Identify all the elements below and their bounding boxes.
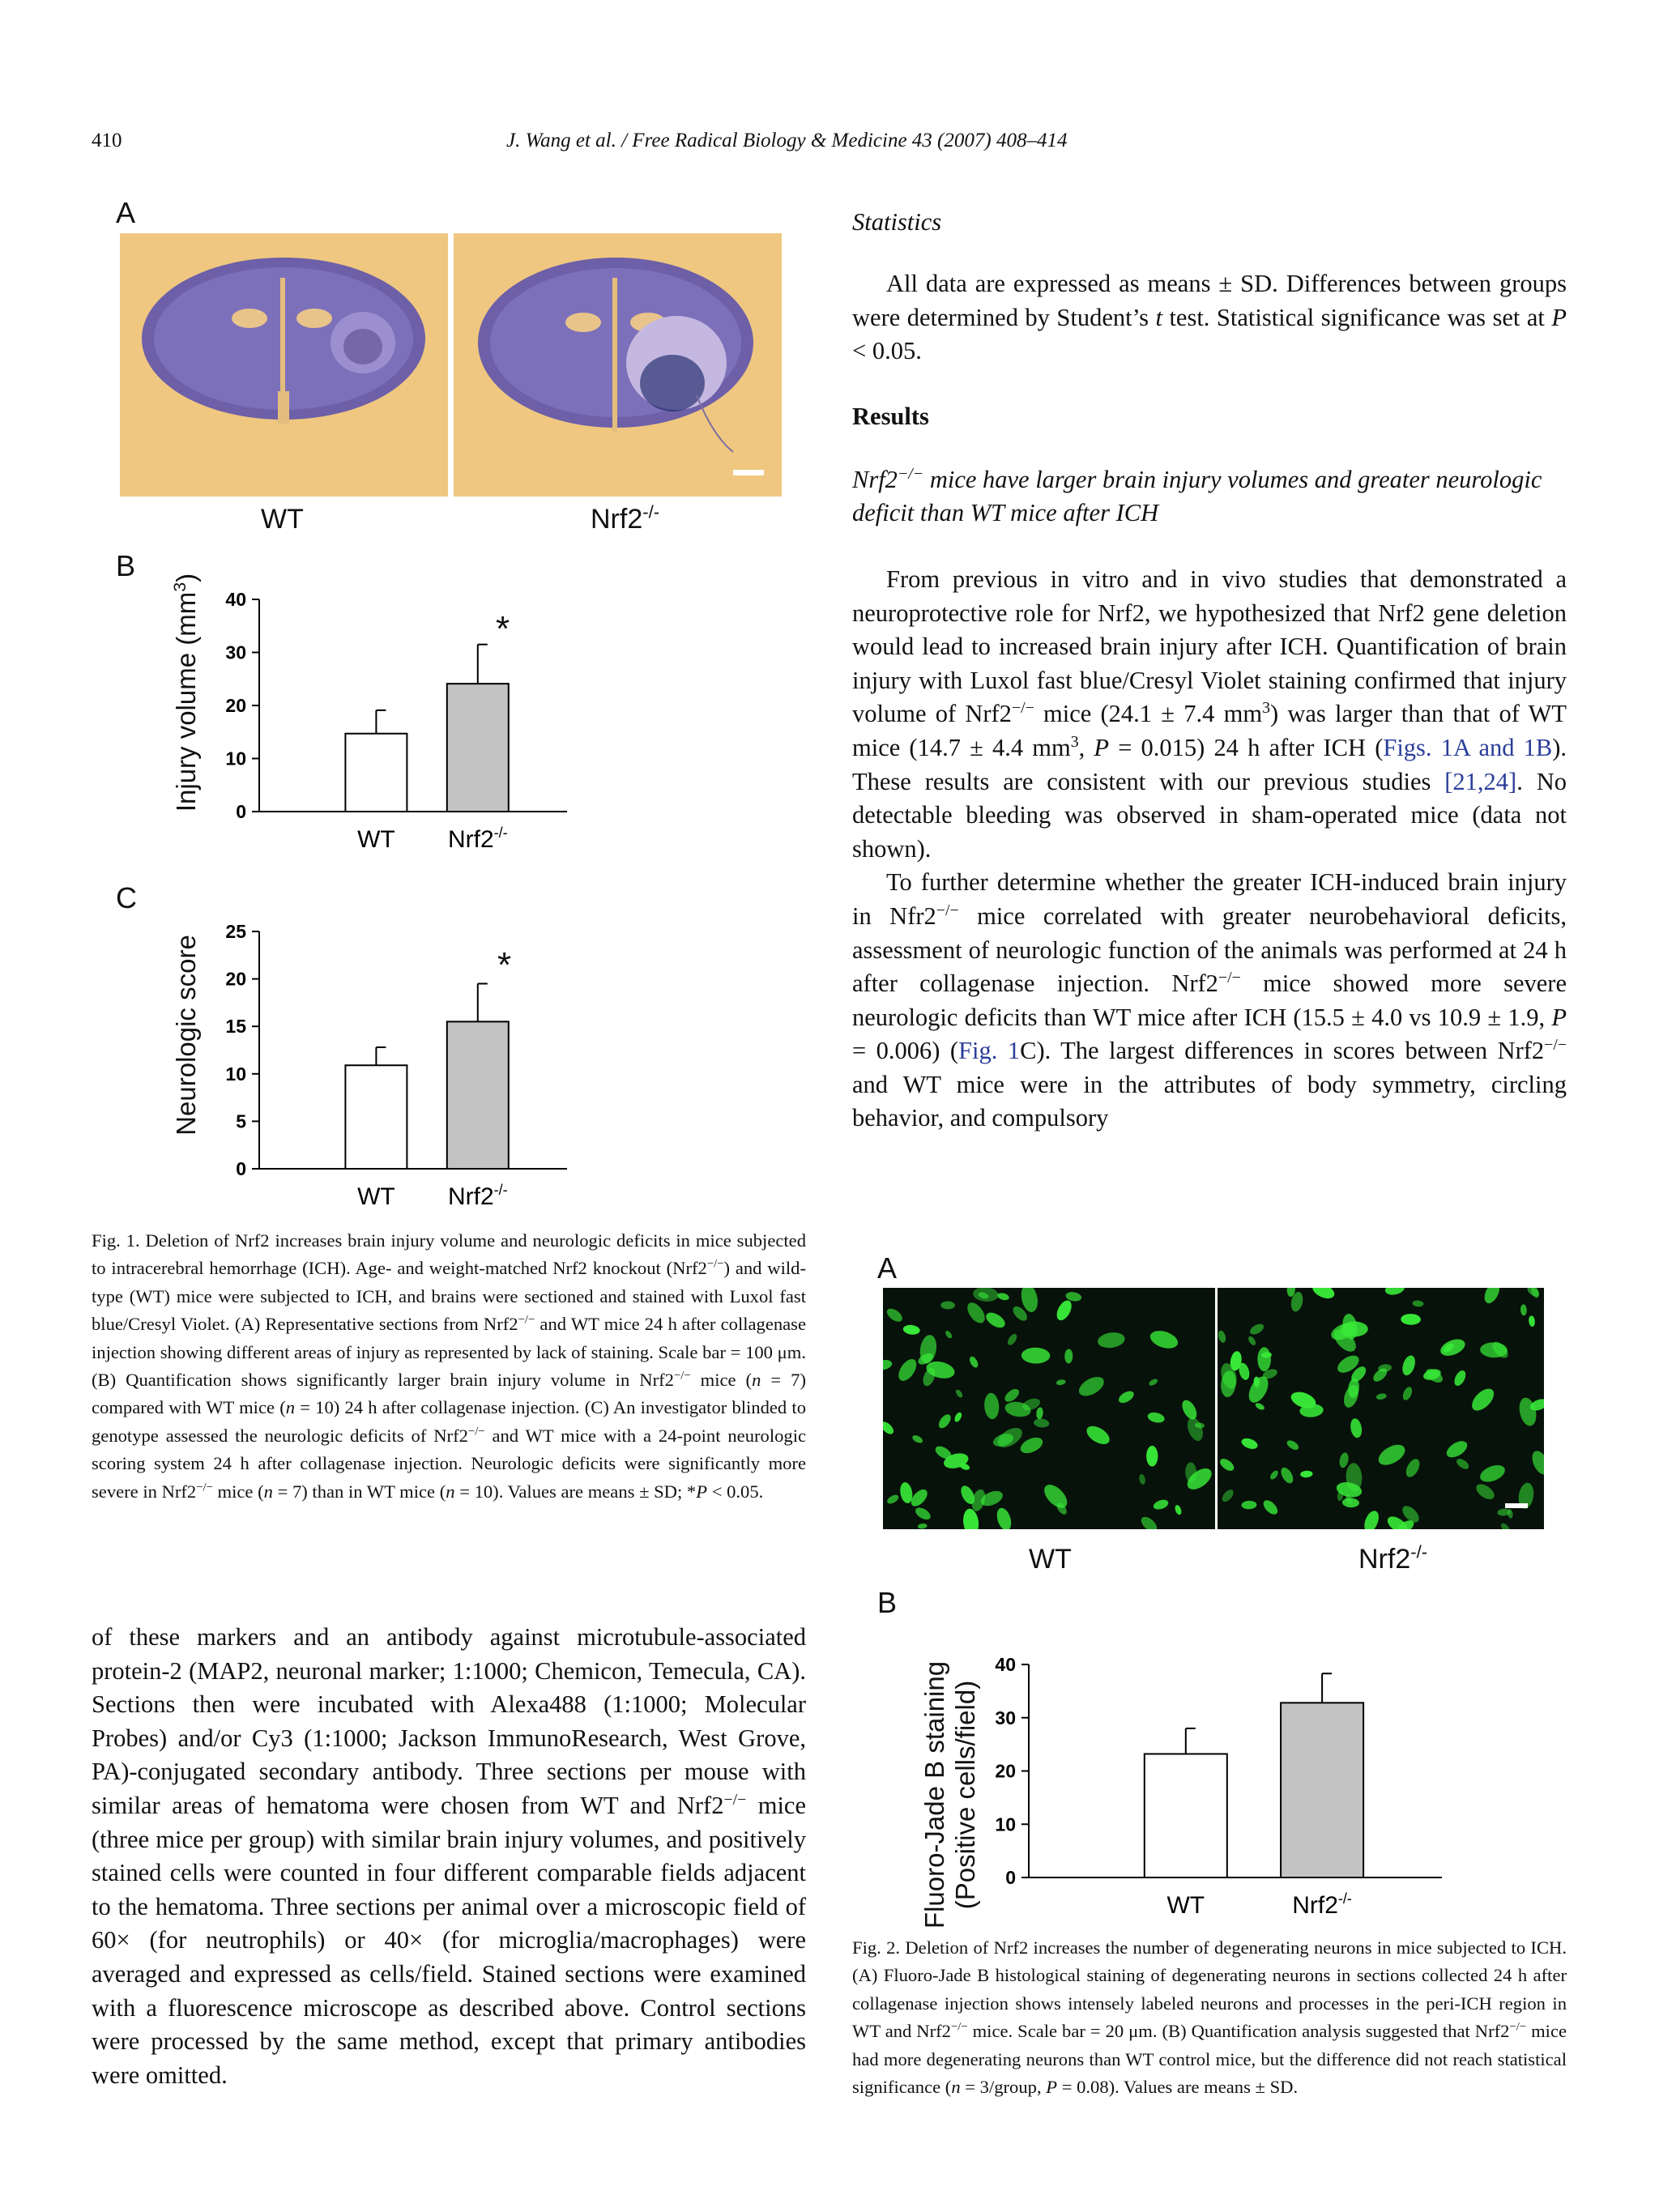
y-tick-label: 5	[236, 1110, 246, 1132]
ref-21-24-link[interactable]: [21,24]	[1444, 767, 1517, 795]
y-tick-label: 30	[995, 1707, 1016, 1728]
y-tick-label: 40	[225, 589, 246, 610]
fig1-brain-section-wt	[120, 233, 448, 497]
y-tick-label: 25	[225, 921, 246, 942]
y-tick-label: 0	[1005, 1867, 1016, 1888]
fig1-brain-section-nrf2	[454, 233, 782, 497]
y-tick-label: 0	[236, 801, 246, 822]
y-tick-label: 40	[995, 1654, 1016, 1675]
x-category-label: WT	[357, 1183, 395, 1207]
fig1c-chart	[203, 907, 624, 1207]
fig2-panel-a-letter: A	[877, 1251, 898, 1285]
fig1b-significance-star: *	[496, 609, 510, 649]
fig2-fluoro-image-wt	[883, 1288, 1215, 1529]
fig2-label-nrf2-sup: -/-	[1410, 1541, 1428, 1562]
fig2b-chart	[972, 1636, 1458, 1928]
statistics-paragraph: All data are expressed as means ± SD. Differences between groups were determined by Student’s t test. Statistical significance was set at P < 0.05.	[852, 270, 1567, 365]
ref-figs-1a-1b-link[interactable]: Figs. 1A and 1B	[1383, 733, 1553, 761]
y-tick-label: 20	[225, 695, 246, 716]
fig1c-significance-star: *	[497, 945, 512, 985]
ref-fig-1-link[interactable]: Fig. 1	[958, 1037, 1021, 1065]
x-category-label: Nrf2-/-	[447, 825, 508, 853]
statistics-heading: Statistics	[852, 208, 942, 236]
y-tick-label: 0	[236, 1158, 246, 1179]
bar-nrf2	[447, 684, 509, 812]
y-tick-label: 10	[225, 1063, 246, 1085]
page-number: 410	[92, 130, 122, 151]
fig2-panel-b-letter: B	[877, 1586, 898, 1619]
y-tick-label: 20	[225, 968, 246, 990]
bar-wt	[345, 1065, 407, 1169]
fig1-caption: Fig. 1. Deletion of Nrf2 increases brain injury volume and neurologic deficits in mice subjected to intracerebral hemorrhage (ICH). Age- and weight-matched Nrf2 knockout (Nrf2−/−) and wild-type (WT) mice were subjected to ICH, and brains were sectioned and stained with Luxol fast blue/Cresyl Violet. (A) Representative sections from Nrf2−/− and WT mice 24 h after collagenase injection showing different areas of injury as represented by lack of staining. Scale bar = 100 μm. (B) Quantification shows significantly larger brain injury volume in Nrf2−/− mice (n = 7) compared with WT mice (n = 10) 24 h after collagenase injection. (C) An investigator blinded to genotype assessed the neurologic deficits of Nrf2−/− and WT mice with a 24-point neurologic scoring system 24 h after collagenase injection. Neurologic deficits were significantly more severe in Nrf2−/− mice (n = 7) than in WT mice (n = 10). Values are means ± SD; *P < 0.05.	[92, 1230, 806, 1502]
fig1-panel-b-letter: B	[116, 549, 136, 582]
brain-section-nrf2-illustration	[454, 233, 782, 497]
y-tick-label: 10	[225, 748, 246, 769]
running-title: J. Wang et al. / Free Radical Biology & Medicine 43 (2007) 408–414	[506, 130, 1068, 151]
bar-nrf2	[447, 1021, 509, 1169]
fig1-label-nrf2: Nrf2-/-	[591, 501, 660, 535]
fig1c-ylabel: Neurologic score	[171, 935, 201, 1136]
fig2-label-wt: WT	[1029, 1544, 1072, 1575]
bar-nrf2	[1281, 1703, 1363, 1877]
y-tick-label: 10	[995, 1813, 1016, 1835]
y-tick-label: 20	[995, 1760, 1016, 1782]
fluoro-wt-illustration	[883, 1288, 1215, 1529]
scale-bar	[1505, 1503, 1528, 1508]
fig1-label-wt: WT	[261, 504, 304, 535]
fig1-panel-c-letter: C	[116, 881, 137, 914]
left-column-body: of these markers and an antibody against microtubule-associated protein-2 (MAP2, neuronal marker; 1:1000; Chemicon, Temecula, CA). Sections then were incubated with Alexa488 (1:1000; Molecular Probes) and/or Cy3 (1:1000; Jackson ImmunoResearch, West Grove, PA)-conjugated secondary antibody. Three sections per mouse with similar areas of hematoma were chosen from WT and Nrf2−/− mice (three mice per group) with similar brain injury volumes, and positively stained cells were counted in four different comparable fields adjacent to the hematoma. Three sections per animal over a microscopic field of 60× (for neutrophils) or 40× (for microglia/macrophages) were averaged and expressed as cells/field. Stained sections were examined with a fluorescence microscope as described above. Control sections were processed by the same method, except that primary antibodies were omitted.	[92, 1623, 806, 2089]
right-column-text	[852, 208, 1567, 1136]
y-tick-label: 15	[225, 1016, 246, 1038]
fig2-label-nrf2: Nrf2-/-	[1358, 1541, 1428, 1575]
bar-wt	[1145, 1754, 1227, 1877]
fig2b-ylabel: Fluoro-Jade B staining (Positive cells/field)	[919, 1660, 980, 1929]
results-paragraph-2: To further determine whether the greater ICH-induced brain injury in Nfr2−/− mice correlated with greater neurobehavioral deficits, assessment of neurologic function of the animals was performed at 24 h after collagenase injection. Nrf2−/− mice showed more severe neurologic deficits than WT mice after ICH (15.5 ± 4.0 vs 10.9 ± 1.9, P = 0.006) (Fig. 1C). The largest differences in scores between Nrf2−/− and WT mice were in the attributes of body symmetry, circling behavior, and compulsory	[852, 868, 1567, 1132]
x-category-label: WT	[357, 826, 395, 853]
fig1b-ylabel: Injury volume $(mm^3)$	[170, 573, 201, 812]
fig2-fluoro-image-nrf2	[1218, 1288, 1544, 1529]
fluoro-nrf2-illustration	[1218, 1288, 1544, 1529]
x-category-label: WT	[1166, 1892, 1205, 1919]
fluoro-cell	[1146, 1446, 1158, 1467]
brain-section-wt-illustration	[120, 233, 448, 497]
y-tick-label: 30	[225, 641, 246, 663]
fluoro-cell	[1257, 1347, 1271, 1371]
results-subheading: Nrf2−/− mice have larger brain injury volumes and greater neurologic deficit than WT mice after ICH	[852, 464, 1542, 527]
fig2-caption: Fig. 2. Deletion of Nrf2 increases the number of degenerating neurons in mice subjected to ICH. (A) Fluoro-Jade B histological staining of degenerating neurons in sections collected 24 h after collagenase injection shows intensely labeled neurons and processes in the peri-ICH region in WT and Nrf2−/− mice. Scale bar = 20 μm. (B) Quantification analysis suggested that Nrf2−/− mice had more degenerating neurons than WT control mice, but the difference did not reach statistical significance (n = 3/group, P = 0.08). Values are means ± SD.	[852, 1937, 1567, 2098]
x-category-label: Nrf2-/-	[1292, 1890, 1352, 1919]
fig1-label-nrf2-sup: -/-	[642, 501, 660, 522]
bar-wt	[345, 734, 407, 812]
x-category-label: Nrf2-/-	[447, 1182, 508, 1207]
results-heading: Results	[852, 402, 929, 430]
results-paragraphs	[852, 563, 1567, 1136]
fluoro-background	[1218, 1288, 1544, 1529]
fig1b-chart	[203, 567, 624, 859]
results-paragraph-1: From previous in vitro and in vivo studies that demonstrated a neuroprotective role for Nrf2, we hypothesized that Nrf2 gene deletion would lead to increased brain injury after ICH. Quantification of brain injury with Luxol fast blue/Cresyl Violet staining confirmed that injury volume of Nrf2−/− mice (24.1 ± 7.4 $mm^3$) was larger than that of WT mice (14.7 ± 4.4 $mm^3$, P = 0.015) 24 h after ICH (Figs. 1A and 1B). These results are consistent with our previous studies [21,24]. No detectable bleeding was observed in sham-operated mice (data not shown).	[852, 565, 1567, 863]
fig1-panel-a-letter: A	[116, 196, 136, 229]
